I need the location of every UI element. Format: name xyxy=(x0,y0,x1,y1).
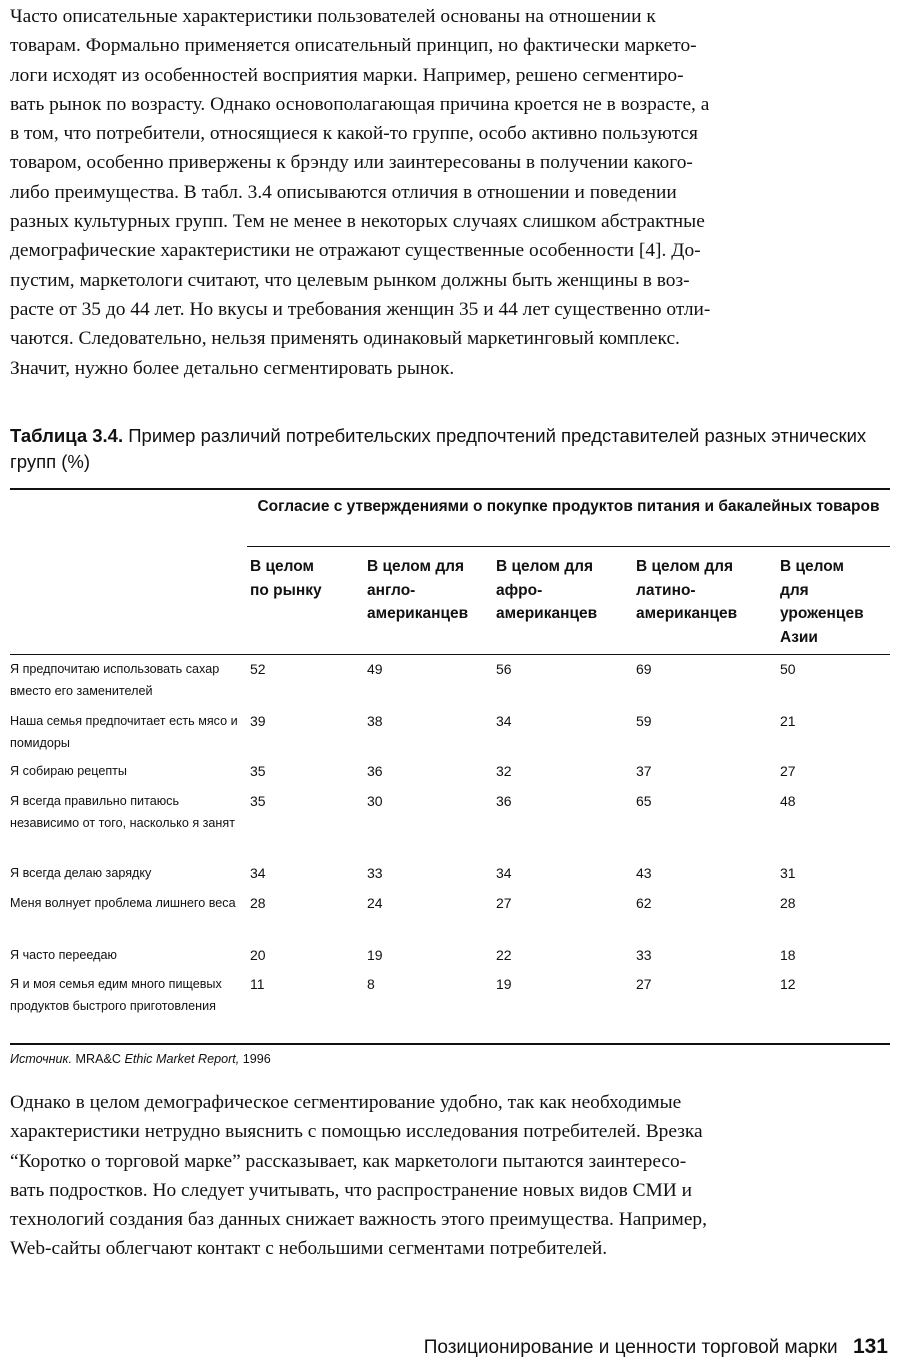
paragraph-line: Однако в целом демографическое сегментирование удобно, так как необходимые xyxy=(10,1092,682,1113)
paragraph-line: товарам. Формально применяется описательный принцип, но фактически маркето- xyxy=(10,35,697,57)
paragraph-line: технологий создания баз данных снижает важность этого преимущества. Например, xyxy=(10,1209,707,1231)
table-cell: 27 xyxy=(780,763,796,779)
table-source xyxy=(10,1049,271,1069)
running-title: Позиционирование и ценности торговой марки xyxy=(423,1337,838,1358)
row-label: Я предпочитаю использовать сахар вместо его заменителей xyxy=(10,662,220,698)
table-cell: 8 xyxy=(367,976,375,992)
table-cell: 52 xyxy=(250,661,266,677)
row-label: Я собираю рецепты xyxy=(10,764,127,778)
table-caption-text: Пример различий потребительских предпочтений представителей разных этнических групп (%) xyxy=(10,425,867,472)
table-cell: 36 xyxy=(496,793,512,809)
table-cell: 18 xyxy=(780,947,796,963)
paragraph-line: логи исходят из особенностей восприятия марки. Например, решено сегментиро- xyxy=(10,64,684,86)
table-cell: 37 xyxy=(636,763,652,779)
paragraph-line: Web-сайты облегчают контакт с небольшими сегментами потребителей. xyxy=(10,1238,608,1260)
row-label: Я часто переедаю xyxy=(10,948,117,962)
table-cell: 34 xyxy=(250,865,266,881)
group-header-rule xyxy=(247,546,890,547)
paragraph-line: в том, что потребители, относящиеся к какой-то группе, особо активно пользуются xyxy=(10,123,698,145)
table-cell: 34 xyxy=(496,865,512,881)
table-cell: 33 xyxy=(367,865,383,881)
table-cell: 22 xyxy=(496,947,512,963)
paragraph-line: Значит, нужно более детально сегментировать рынок. xyxy=(10,357,455,379)
row-label: Я всегда правильно питаюсь независимо от того, насколько я занят xyxy=(10,794,235,830)
table-cell: 38 xyxy=(367,713,383,729)
source-year: 1996 xyxy=(242,1052,271,1066)
table-cell: 21 xyxy=(780,713,796,729)
column-header-afro: В целом для афро- американцев xyxy=(496,558,598,622)
column-header-market: В целом по рынку xyxy=(250,558,322,599)
row-label: Я и моя семья едим много пищевых продуктов быстрого приготовления xyxy=(10,977,222,1013)
paragraph-line: вать рынок по возрасту. Однако основополагающая причина кроется не в возрасте, а xyxy=(10,93,710,115)
paragraph-line: товаром, особенно привержены к брэнду или заинтересованы в получении какого- xyxy=(10,152,693,174)
table-cell: 27 xyxy=(636,976,652,992)
table-cell: 19 xyxy=(367,947,383,963)
column-header-latino: В целом для латино- американцев xyxy=(636,558,738,622)
paragraph-intro xyxy=(10,2,888,383)
table-cell: 19 xyxy=(496,976,512,992)
table-group-header: Согласие с утверждениями о покупке продуктов питания и бакалейных товаров xyxy=(257,498,880,515)
row-label: Наша семья предпочитает есть мясо и помидоры xyxy=(10,714,238,750)
paragraph-line: “Коротко о торговой марке” рассказывает, как маркетологи пытаются заинтересо- xyxy=(10,1150,687,1172)
paragraph-line: Часто описательные характеристики пользователей основаны на отношении к xyxy=(10,6,656,27)
paragraph-line: демографические характеристики не отражают существенные особенности [4]. До- xyxy=(10,240,701,262)
table-cell: 28 xyxy=(780,895,796,911)
table-caption-label: Таблица 3.4. xyxy=(10,425,124,446)
page-number: 131 xyxy=(852,1335,888,1358)
paragraph-line: пустим, маркетологи считают, что целевым рынком должны быть женщины в воз- xyxy=(10,269,690,291)
table-cell: 62 xyxy=(636,895,652,911)
row-label: Я всегда делаю зарядку xyxy=(10,866,152,880)
table-bottom-rule xyxy=(10,1043,890,1045)
table-cell: 65 xyxy=(636,793,652,809)
paragraph-line: чаются. Следовательно, нельзя применять одинаковый маркетинговый комплекс. xyxy=(10,328,680,350)
paragraph-line: характеристики нетрудно выяснить с помощью исследования потребителей. Врезка xyxy=(10,1121,703,1143)
table-cell: 33 xyxy=(636,947,652,963)
row-label: Меня волнует проблема лишнего веса xyxy=(10,896,236,910)
table-cell: 36 xyxy=(367,763,383,779)
table-cell: 28 xyxy=(250,895,266,911)
table-cell: 69 xyxy=(636,661,652,677)
source-org: MRA&C xyxy=(75,1052,121,1066)
table-cell: 43 xyxy=(636,865,652,881)
source-report: Ethic Market Report, xyxy=(124,1052,240,1066)
table-cell: 11 xyxy=(250,976,265,992)
table-header-rule xyxy=(10,654,890,655)
source-label: Источник. xyxy=(10,1052,72,1066)
table-cell: 31 xyxy=(780,865,796,881)
table-cell: 27 xyxy=(496,895,512,911)
table-cell: 39 xyxy=(250,713,266,729)
table-cell: 32 xyxy=(496,763,512,779)
table-caption xyxy=(10,423,890,474)
table-cell: 20 xyxy=(250,947,266,963)
table-cell: 35 xyxy=(250,793,266,809)
table-cell: 56 xyxy=(496,661,512,677)
column-header-asia: В целом для уроженцев Азии xyxy=(780,558,864,646)
table-cell: 34 xyxy=(496,713,512,729)
table-cell: 12 xyxy=(780,976,796,992)
table-cell: 48 xyxy=(780,793,796,809)
paragraph-line: либо преимущества. В табл. 3.4 описываются отличия в отношении и поведении xyxy=(10,181,677,203)
table-cell: 35 xyxy=(250,763,266,779)
paragraph-line: расте от 35 до 44 лет. Но вкусы и требования женщин 35 и 44 лет существенно отли- xyxy=(10,298,711,320)
table-cell: 24 xyxy=(367,895,383,911)
table-cell: 30 xyxy=(367,793,383,809)
page-footer xyxy=(424,1334,888,1361)
paragraph-conclusion xyxy=(10,1088,888,1264)
table-cell: 50 xyxy=(780,661,796,677)
column-header-anglo: В целом для англо- американцев xyxy=(367,558,469,622)
table-top-rule xyxy=(10,488,890,490)
table-cell: 49 xyxy=(367,661,383,677)
paragraph-line: вать подростков. Но следует учитывать, что распространение новых видов СМИ и xyxy=(10,1179,693,1201)
table-cell: 59 xyxy=(636,713,652,729)
paragraph-line: разных культурных групп. Тем не менее в некоторых случаях слишком абстрактные xyxy=(10,211,705,233)
